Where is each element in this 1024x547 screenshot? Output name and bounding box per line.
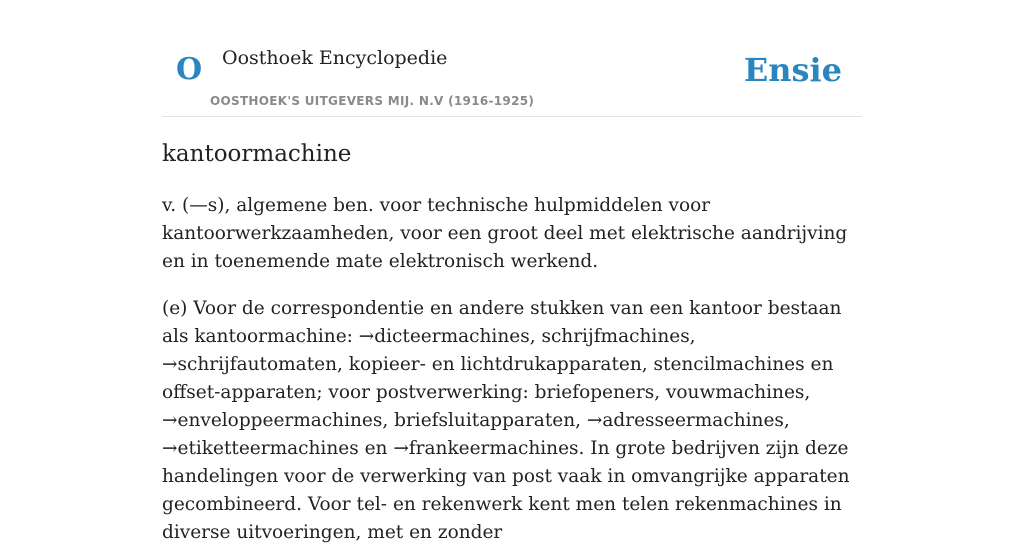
brand-logo[interactable]: Ensie	[743, 51, 842, 89]
source-logo[interactable]: O	[176, 52, 203, 87]
site-header	[162, 0, 862, 117]
source-subtitle: OOSTHOEK'S UITGEVERS MIJ. N.V (1916-1925)	[210, 94, 535, 108]
entry-content	[162, 138, 862, 547]
entry-paragraph-1: v. (—s), algemene ben. voor technische hulpmiddelen voor kantoorwerkzaamheden, voor een groot deel met elektrische aandrijving en in toenemende mate elektronisch werkend.	[162, 195, 848, 272]
source-title[interactable]: Oosthoek Encyclopedie	[222, 47, 448, 69]
entry-paragraph-2: (e) Voor de correspondentie en andere stukken van een kantoor bestaan als kantoormachine: →dicteermachines, schrijfmachines, →schrijfautomaten, kopieer- en lichtdrukapparaten, stencilmachines en offset-apparaten; voor postverwerking: briefopeners, vouwmachines, →enveloppeermachines, briefsluitapparaten, →adresseermachines, →etiketteermachines en →frankeermachines. In grote bedrijven zijn deze handelingen voor de verwerking van post vaak in omvangrijke apparaten gecombineerd. Voor tel- en rekenwerk kent men telen rekenmachines in diverse uitvoeringen, met en zonder	[162, 298, 850, 543]
entry-title: kantoormachine	[162, 141, 352, 167]
